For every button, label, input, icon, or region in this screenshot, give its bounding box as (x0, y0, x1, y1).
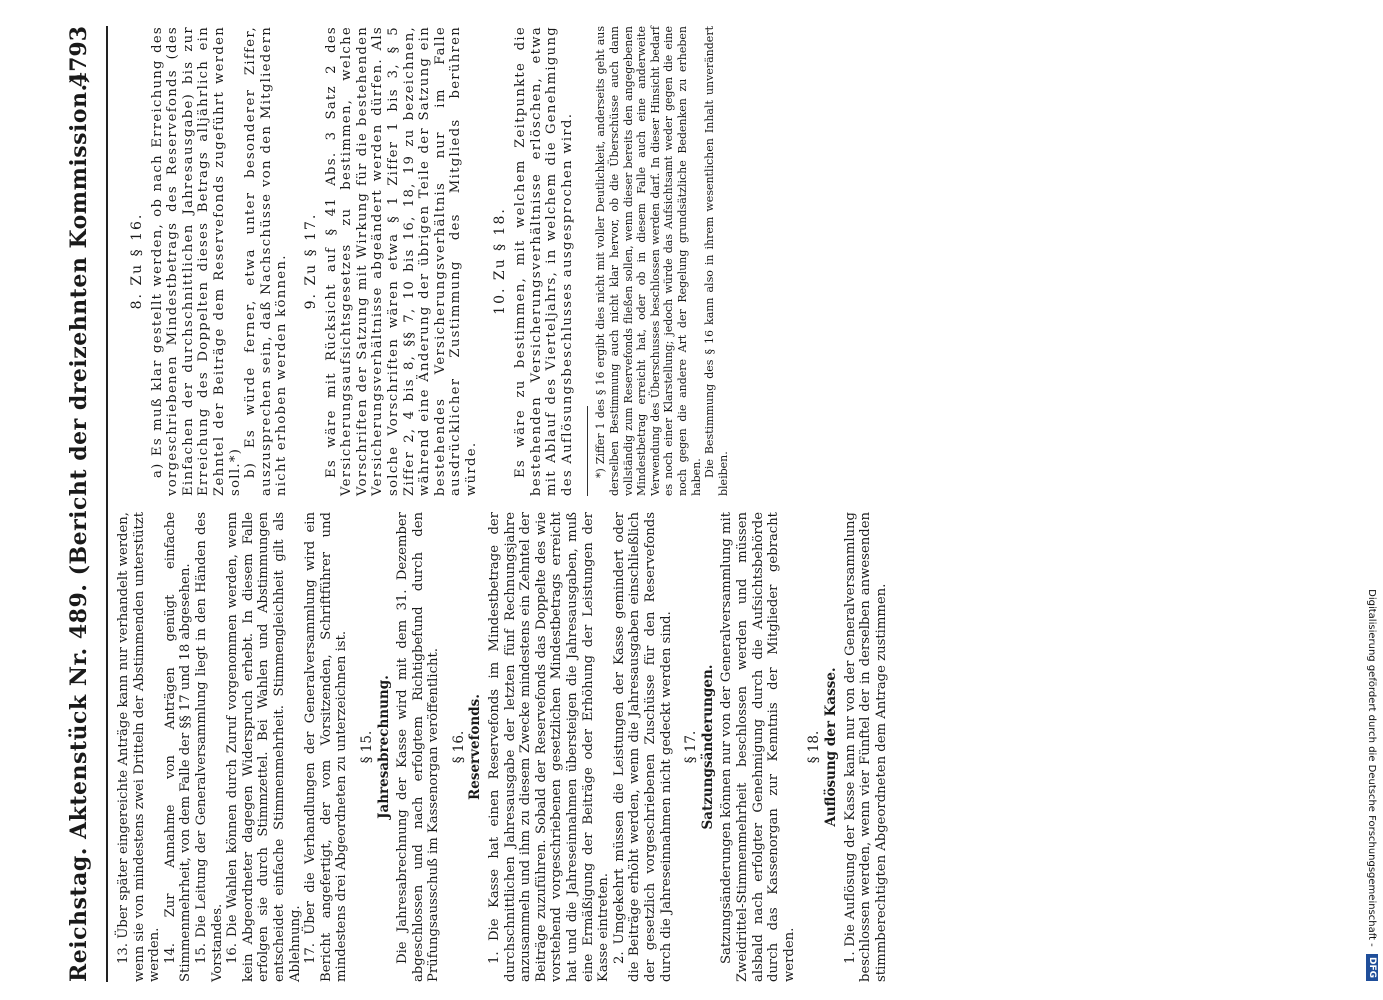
section-16-paragraph-1: 1. Die Kasse hat einen Reservefonds im Mindestbetrage der durchschnittlichen Jahresausgabe der letzten fünf Rechnungsjahre anzusammeln und ihm zu diesem Zwecke mindestens ein Zehntel der Beiträge zuzuführen. Sobald der Reservefonds das Doppelte des wie vorstehend vorgeschriebenen gesetzlichen Mindestbetrags erreicht hat und die Jahreseinnahmen übersteigen die Jahresausgaben, muß eine Ermäßigung der Beiträge oder Erhöhung der Leistungen der Kasse eintreten. (487, 512, 612, 982)
remark-8-b: b) Es würde ferner, etwa unter besonderer Ziffer, auszusprechen sein, daß Nachschüsse von den Mitgliedern nicht erhoben werden können. (243, 26, 290, 496)
right-column (116, 26, 730, 496)
section-15-title: Jahresabrechnung. (375, 675, 392, 819)
section-18-title: Auflösung der Kasse. (822, 667, 839, 827)
remark-10-text: Es wäre zu bestimmen, mit welchem Zeitpunkte die bestehenden Versicherungsverhältnisse erlöschen, etwa mit Ablauf des Vierteljahrs, in welchem die Genehmigung des Auflösungsbeschlusses ausgesprochen wird. (513, 26, 575, 496)
paragraph-15: 15. Die Leitung der Generalversammlung liegt in den Händen des Vorstandes. (193, 512, 225, 982)
section-15-text: Die Jahresabrechnung der Kasse wird mit dem 31. Dezember abgeschlossen und nach erfolgtem Richtigbefund durch den Prüfungsausschuß im Kassenorgan veröffentlicht. (395, 512, 442, 982)
running-title: Reichstag. Aktenstück Nr. 489. (Bericht der dreizehnten Kommission.) (66, 72, 92, 982)
remark-10-heading: 10. Zu § 18. (492, 207, 509, 315)
page-number: 4793 (66, 26, 92, 88)
section-18-text: 1. Die Auflösung der Kasse kann nur von der Generalversammlung beschlossen werden, wenn vier Fünftel der in derselben anwesenden stimmberechtigten Abgeordneten dem Antrage zustimmen. (842, 512, 889, 982)
section-15-heading: § 15. (358, 730, 375, 764)
page-header (58, 26, 98, 982)
remark-8-a: a) Es muß klar gestellt werden, ob nach Erreichung des vorgeschriebenen Mindestbetrags des Reservefonds (des Einfachen der durchschnittlichen Jahresausgabe) bis zur Erreichung des Doppelten dieses Betrags alljährlich ein Zehntel der Beiträge dem Reservefonds zugeführt werden soll.*) (149, 26, 243, 496)
footnote-paragraph-2: Die Bestimmung des § 16 kann also in ihrem wesentlichen Inhalt unverändert bleiben. (703, 26, 730, 496)
section-16-heading: § 16. (450, 730, 467, 764)
section-17-title: Satzungsänderungen. (699, 664, 716, 830)
left-column (116, 512, 889, 982)
dfg-logo: DFG (1366, 954, 1378, 981)
section-17-text: Satzungsänderungen können nur von der Generalversammlung mit Zweidrittel-Stimmenmehrheit beschlossen werden und müssen alsbald nach erfolgter Genehmigung durch die Aufsichtsbehörde durch das Kassenorgan zur Kenntnis der Mitglieder gebracht werden. (719, 512, 797, 982)
remark-8-heading: 8. Zu § 16. (129, 212, 145, 310)
paragraph-14: 14. Zur Annahme von Anträgen genügt einfache Stimmenmehrheit, von dem Falle der §§ 17 und 18 abgesehen. (162, 512, 194, 982)
section-16-paragraph-2: 2. Umgekehrt müssen die Leistungen der Kasse gemindert oder die Beiträge erhöht werden, wenn die Jahresausgaben einschließlich der gesetzlich vorgeschriebenen Zuschüsse für den Reservefonds durch die Jahreseinnahmen nicht gedeckt werden sind. (611, 512, 674, 982)
footnote-rule (587, 406, 588, 496)
remark-9-heading: 9. Zu § 17. (302, 212, 319, 310)
paragraph-17: 17. Über die Verhandlungen der Generalversammlung wird ein Bericht angefertigt, der vom Vorsitzenden, Schriftführer und mindestens drei Abgeordneten zu unterzeichnen ist. (303, 512, 350, 982)
funding-note-text: Digitalisierung gefördert durch die Deutsche Forschungsgemeinschaft - (1366, 589, 1377, 947)
section-18-heading: § 18. (806, 730, 823, 764)
section-16-title: Reservefonds. (467, 694, 484, 800)
section-17-heading: § 17. (683, 730, 700, 764)
footnote-paragraph-1: *) Ziffer 1 des § 16 ergibt dies nicht mit voller Deutlichkeit, anderseits geht aus derselben Bestimmung auch nicht klar hervor, ob die Überschüsse auch dann vollständig zum Reservefonds fließen sollen, wenn dieser bereits den angegebenen Mindestbetrag erreicht hat, oder ob in diesem Falle auch eine anderweite Verwendung des Überschusses beschlossen werden darf. In dieser Hinsicht bedarf es noch einer Klarstellung; jedoch würde das Aufsichtsamt weder gegen die eine noch gegen die andere Art der Regelung grundsätzliche Bedenken zu erheben haben. (594, 26, 703, 496)
paragraph-16: 16. Die Wahlen können durch Zuruf vorgenommen werden, wenn kein Abgeordneter dagegen Widerspruch erhebt. In diesem Falle erfolgen sie durch Stimmzettel. Bei Wahlen und Abstimmungen entscheidet einfache Stimmenmehrheit. Stimmengleichheit gilt als Ablehnung. (225, 512, 303, 982)
funding-margin-note (1361, 6, 1381, 981)
paragraph-13: 13. Über später eingereichte Anträge kann nur verhandelt werden, wenn sie von mindestens zwei Dritteln der Abstimmenden unterstützt werden. (116, 512, 163, 982)
remark-9-text: Es wäre mit Rücksicht auf § 41 Abs. 3 Satz 2 des Versicherungsaufsichtsgesetzes zu bestimmen, welche Vorschriften der Satzung mit Wirkung für die bestehenden Versicherungsverhältnisse abgeändert werden dürfen. Als solche Vorschriften wären etwa § 1 Ziffer 1 bis 3, § 5 Ziffer 2, 4 bis 8, §§ 7, 10 bis 16, 18, 19 zu bezeichnen, während eine Änderung der übrigen Teile der Satzung ein bestehendes Versicherungsverhältnis nur im Falle ausdrücklicher Zustimmung des Mitglieds berühren würde. (323, 26, 479, 496)
header-rule (106, 26, 108, 982)
